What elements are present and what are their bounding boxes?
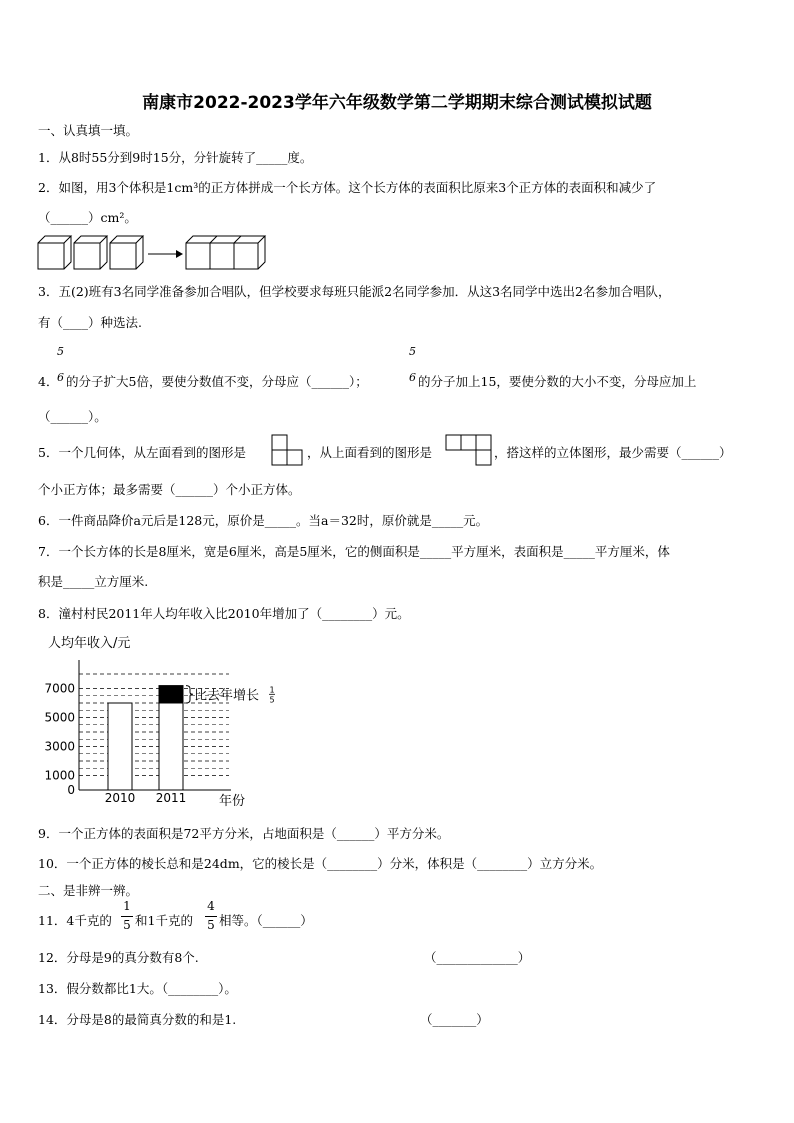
q5-part-c: ，搭这样的立体图形，最少需要（______） — [494, 445, 732, 460]
question-5-line2: 个小正方体；最多需要（______）个小正方体。 — [38, 482, 301, 497]
chart-ytick-label: 5000 — [44, 710, 75, 725]
q4-middle: 的分子扩大5倍，要使分数值不变，分母应（______）； — [66, 374, 368, 389]
question-9: 9．一个正方体的表面积是72平方分米，占地面积是（______）平方分米。 — [38, 826, 450, 841]
cubes-figure — [36, 234, 276, 272]
chart-ytick-label: 7000 — [44, 681, 75, 696]
question-1: 1．从8时55分到9时15分，分针旋转了_____度。 — [38, 150, 313, 165]
question-10: 10．一个正方体的棱长总和是24dm，它的棱长是（________）分米，体积是（________）立方分米。 — [38, 856, 603, 871]
question-2-line2: （______）cm²。 — [38, 210, 137, 225]
chart-xlabel: 年份 — [219, 794, 246, 809]
page-title: 南康市2022-2023学年六年级数学第二学期期末综合测试模拟试题 — [142, 93, 652, 113]
question-8: 8．潼村村民2011年人均年收入比2010年增加了（________）元。 — [38, 606, 410, 621]
question-6: 6．一件商品降价a元后是128元，原价是_____。当a＝32时，原价就是_____元。 — [38, 513, 489, 528]
q12-answer: （_____________） — [424, 950, 531, 965]
chart-ylabel: 人均年收入/元 — [48, 636, 131, 651]
chart-annotation: 比去年增长 — [194, 688, 260, 704]
chart-annotation-frac-den: 5 — [269, 695, 275, 705]
section-heading-1: 一、认真填一填。 — [38, 123, 139, 138]
chart-bar-increase — [159, 686, 183, 703]
chart-ytick-label: 3000 — [44, 739, 75, 754]
q4-prefix: 4． — [38, 374, 59, 389]
question-7-line2: 积是_____立方厘米. — [38, 574, 149, 589]
chart-xtick-label: 2011 — [155, 791, 187, 805]
question-2-line1: 2．如图，用3个体积是1cm³的正方体拼成一个长方体。这个长方体的表面积比原来3个正方体的表面积和减少了 — [38, 180, 657, 195]
chart-annotation-frac-num: 1 — [269, 685, 275, 695]
chart-ytick-label: 1000 — [44, 768, 75, 783]
q4-frac1-num: 5 — [57, 345, 64, 358]
q11-frac1-bar — [121, 916, 133, 917]
q11-frac1-num: 1 — [123, 899, 131, 913]
q11-part-a: 11．4千克的 — [38, 913, 112, 928]
q11-frac2-den: 5 — [207, 918, 215, 932]
chart-bar-2010 — [108, 703, 132, 790]
question-3-line1: 3．五(2)班有3名同学准备参加合唱队，但学校要求每班只能派2名同学参加．从这3名同学中选出2名参加合唱队， — [38, 284, 671, 299]
question-13: 13．假分数都比1大。（________）。 — [38, 981, 237, 996]
q4-frac2-den: 6 — [409, 371, 416, 384]
q4-frac2-num: 5 — [409, 345, 416, 358]
question-7-line1: 7．一个长方体的长是8厘米，宽是6厘米，高是5厘米，它的侧面积是_____平方厘米，表面积是_____平方厘米，体 — [38, 544, 670, 559]
q5-part-a: 5．一个几何体，从左面看到的图形是 — [38, 445, 246, 460]
left-view-figure — [271, 434, 305, 466]
q11-frac2-num: 4 — [207, 899, 215, 913]
q5-part-b: ，从上面看到的图形是 — [307, 445, 433, 460]
chart-ytick-label: 0 — [67, 783, 75, 797]
q11-part-b: 和1千克的 — [135, 913, 193, 928]
q11-frac2-bar — [205, 916, 217, 917]
q11-frac1-den: 5 — [123, 918, 131, 932]
chart-xtick-label: 2010 — [104, 791, 136, 805]
q12-statement: 12．分母是9的真分数有8个. — [38, 950, 199, 965]
q4-end: 的分子加上15，要使分数的大小不变，分母应加上 — [418, 374, 697, 389]
q14-answer: （_______） — [420, 1012, 489, 1027]
income-bar-chart — [36, 630, 296, 810]
section-heading-2: 二、是非辨一辨。 — [38, 883, 139, 898]
chart-bar-2011 — [159, 703, 183, 790]
top-view-figure — [445, 434, 493, 466]
question-3-line2: 有（____）种选法. — [38, 315, 142, 330]
q4-frac1-den: 6 — [57, 371, 64, 384]
q14-statement: 14．分母是8的最简真分数的和是1. — [38, 1012, 237, 1027]
q11-part-c: 相等。（______） — [219, 913, 313, 928]
question-4-line2: （______）。 — [38, 409, 107, 424]
